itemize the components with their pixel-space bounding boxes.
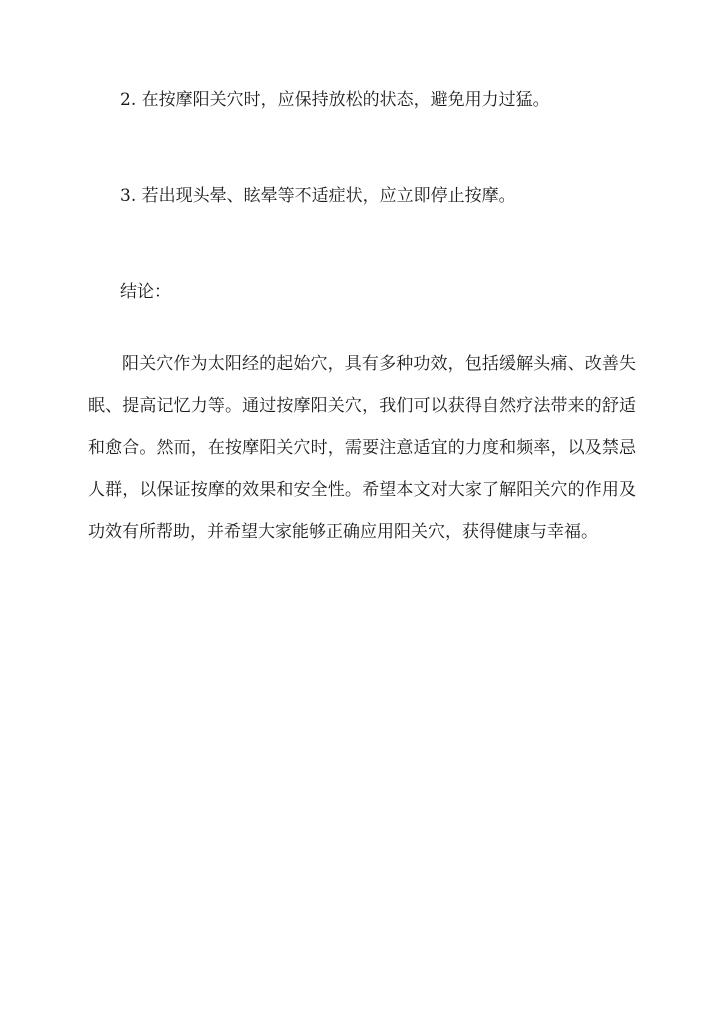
conclusion-paragraph: 阳关穴作为太阳经的起始穴，具有多种功效，包括缓解头痛、改善失眠、提高记忆力等。通过按摩阳关穴，我们可以获得自然疗法带来的舒适和愈合。然而，在按摩阳关穴时，需要注意适宜的力度和频率，以及禁忌人群，以保证按摩的效果和安全性。希望本文对大家了解阳关穴的作用及功效有所帮助，并希望大家能够正确应用阳关穴，获得健康与幸福。 (88, 354, 636, 542)
precaution-item-3: 3. 若出现头晕、眩晕等不适症状，应立即停止按摩。 (120, 186, 516, 206)
precaution-item-2: 2. 在按摩阳关穴时，应保持放松的状态，避免用力过猛。 (120, 90, 550, 110)
conclusion-heading: 结论： (120, 282, 171, 302)
